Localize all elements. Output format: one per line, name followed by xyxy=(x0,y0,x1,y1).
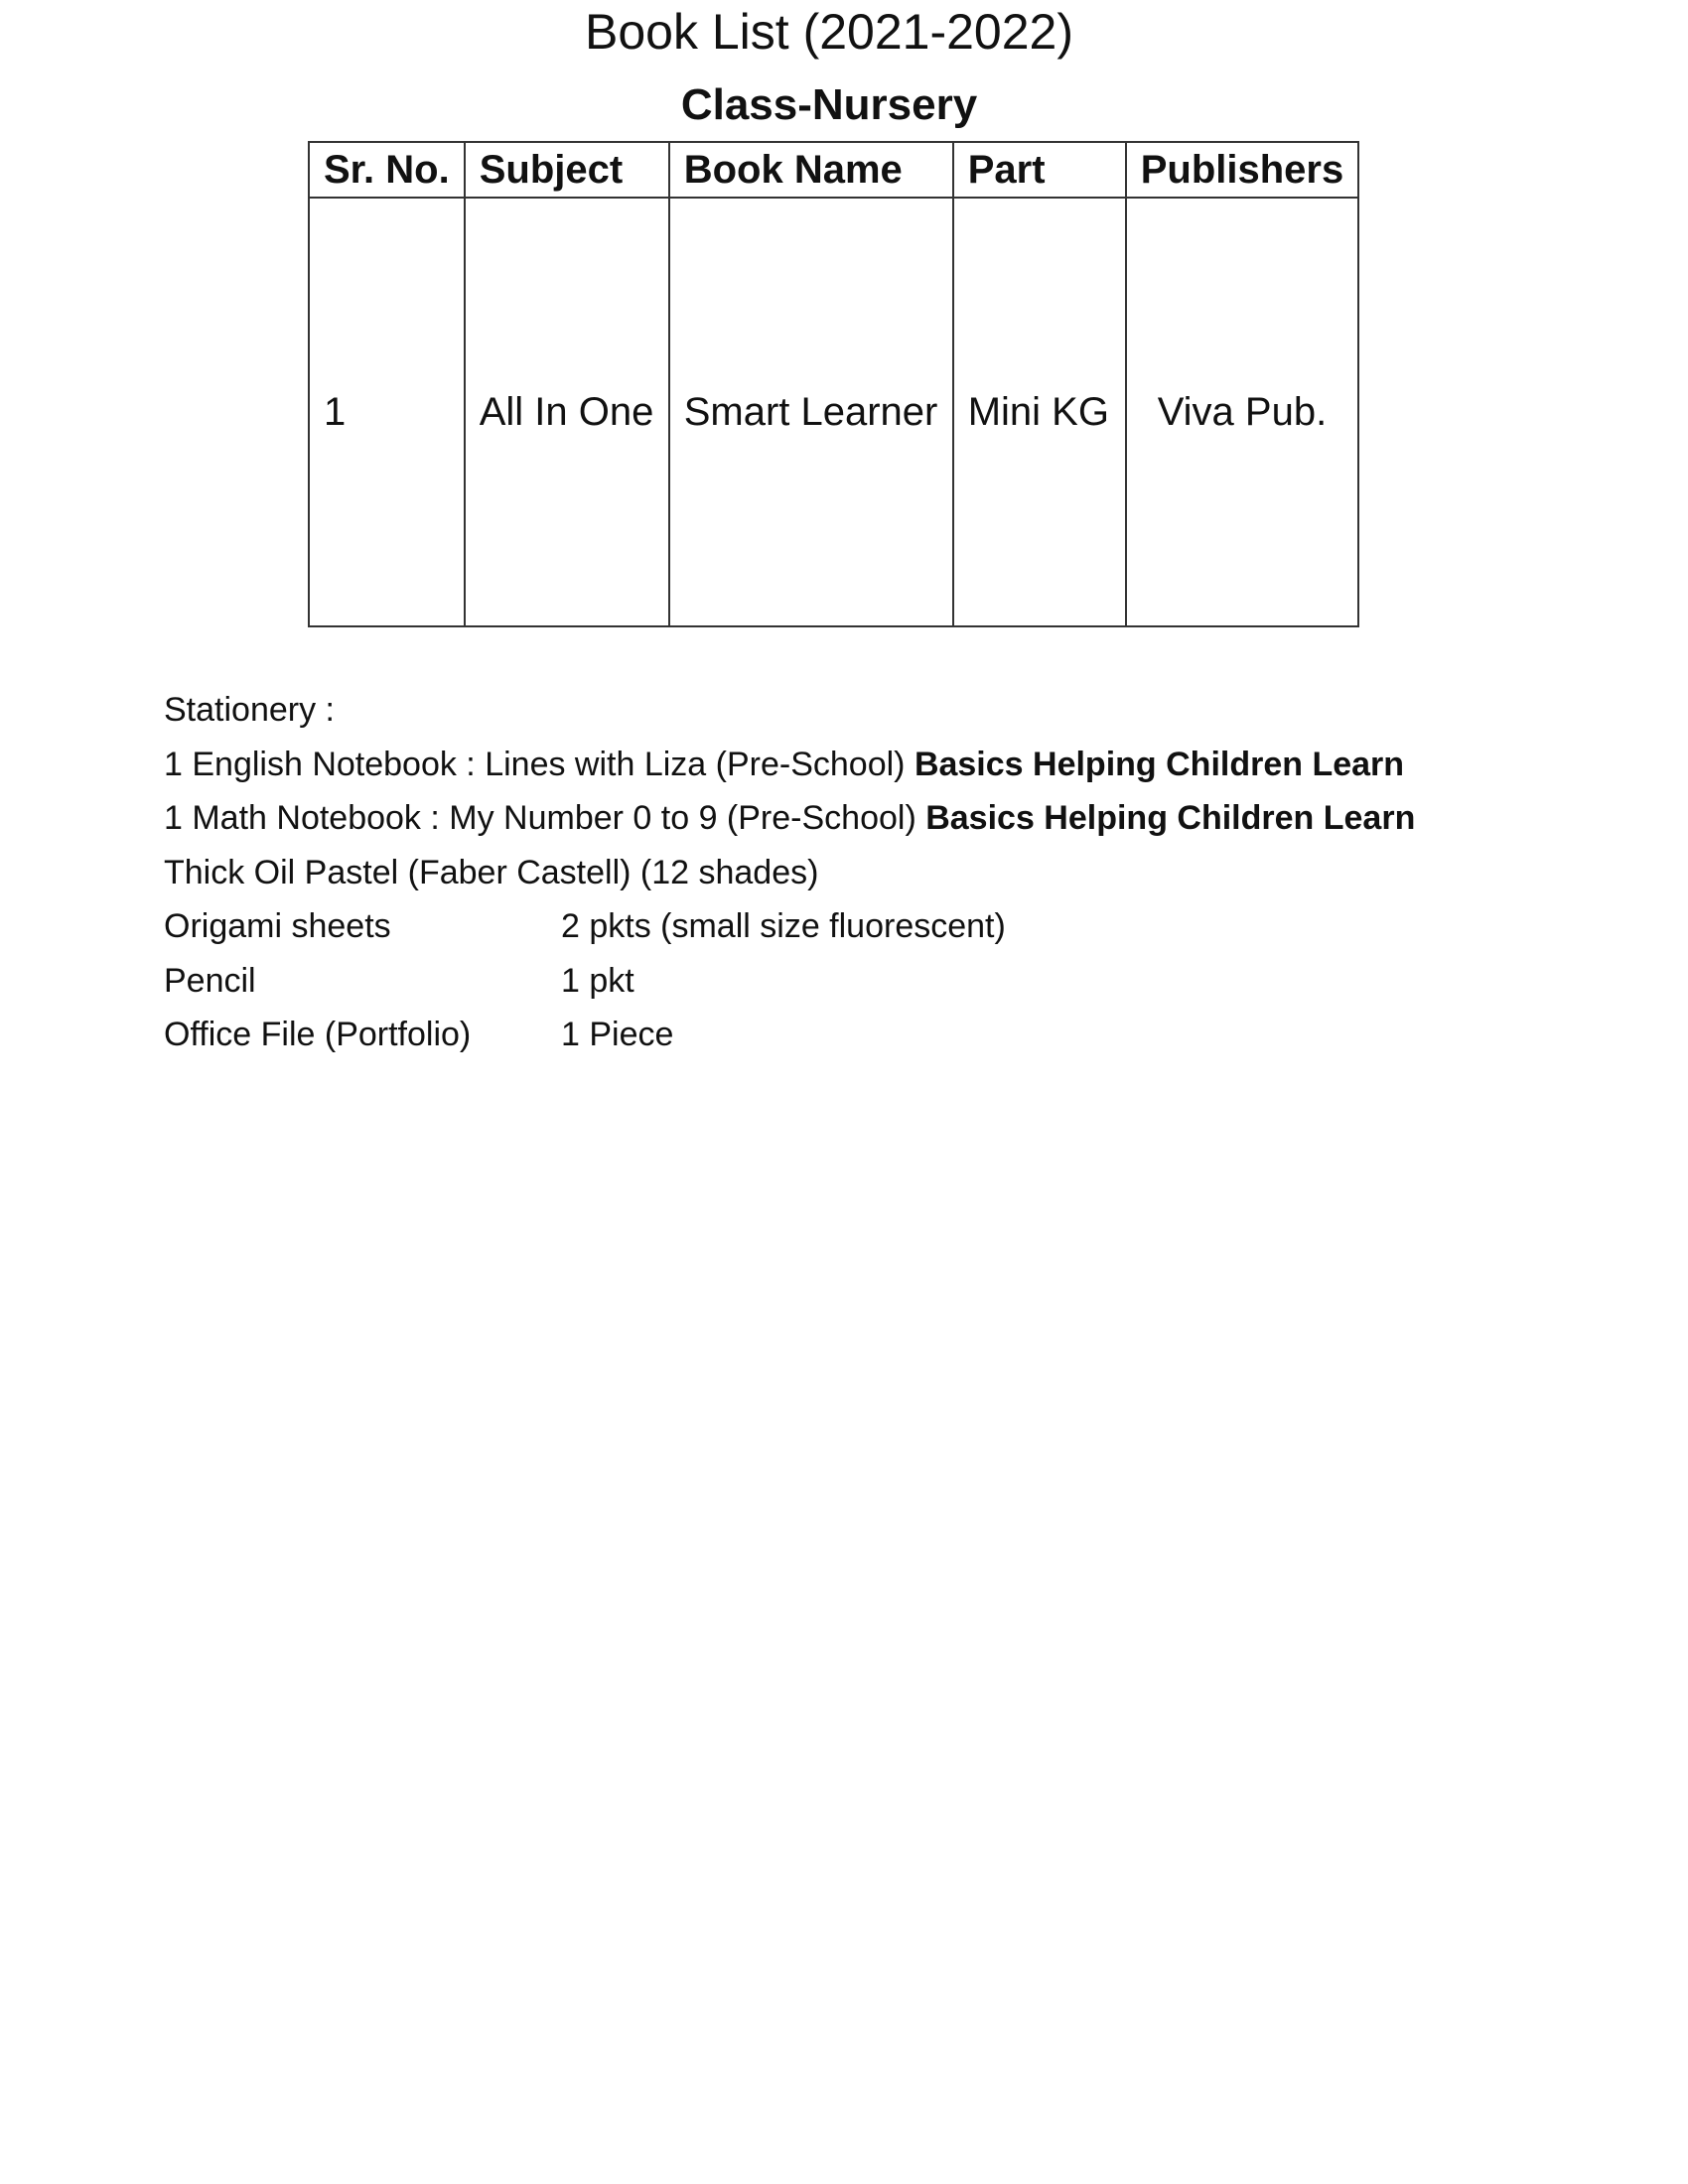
math-notebook-publisher: Basics Helping Children Learn xyxy=(925,799,1416,837)
english-notebook-text: 1 English Notebook : Lines with Liza (Pre-School) xyxy=(164,745,914,783)
list-item xyxy=(164,1008,1415,1062)
column-header-book-name: Book Name xyxy=(669,142,953,198)
item-name: Pencil xyxy=(164,961,256,1000)
item-name: Office File (Portfolio) xyxy=(164,1016,472,1053)
cell-subject: All In One xyxy=(465,198,669,626)
table-header-row xyxy=(309,142,1358,198)
class-title: Class-Nursery xyxy=(680,80,978,129)
cell-part: Mini KG xyxy=(953,198,1126,626)
table-row xyxy=(309,198,1358,626)
english-notebook-line xyxy=(164,738,1415,792)
cell-book-name: Smart Learner xyxy=(669,198,953,626)
math-notebook-line xyxy=(164,791,1415,846)
column-header-sr-no: Sr. No. xyxy=(309,142,465,198)
page-title: Book List (2021-2022) xyxy=(585,4,1073,60)
english-notebook-publisher: Basics Helping Children Learn xyxy=(914,745,1405,783)
cell-publisher: Viva Pub. xyxy=(1126,198,1359,626)
item-name: Origami sheets xyxy=(164,907,391,945)
item-qty: 2 pkts (small size fluorescent) xyxy=(561,907,1006,945)
book-list-table xyxy=(308,141,1359,627)
math-notebook-text: 1 Math Notebook : My Number 0 to 9 (Pre-School) xyxy=(164,799,926,837)
cell-sr-no: 1 xyxy=(309,198,465,626)
column-header-subject: Subject xyxy=(465,142,669,198)
column-header-publishers: Publishers xyxy=(1126,142,1359,198)
stationery-section xyxy=(164,683,1415,1062)
column-header-part: Part xyxy=(953,142,1126,198)
item-qty: 1 Piece xyxy=(561,1016,674,1053)
list-item xyxy=(164,899,1415,954)
oil-pastel-line: Thick Oil Pastel (Faber Castell) (12 shades) xyxy=(164,853,819,891)
item-qty: 1 pkt xyxy=(561,961,634,1000)
list-item xyxy=(164,954,1415,1009)
stationery-heading: Stationery : xyxy=(164,691,335,729)
